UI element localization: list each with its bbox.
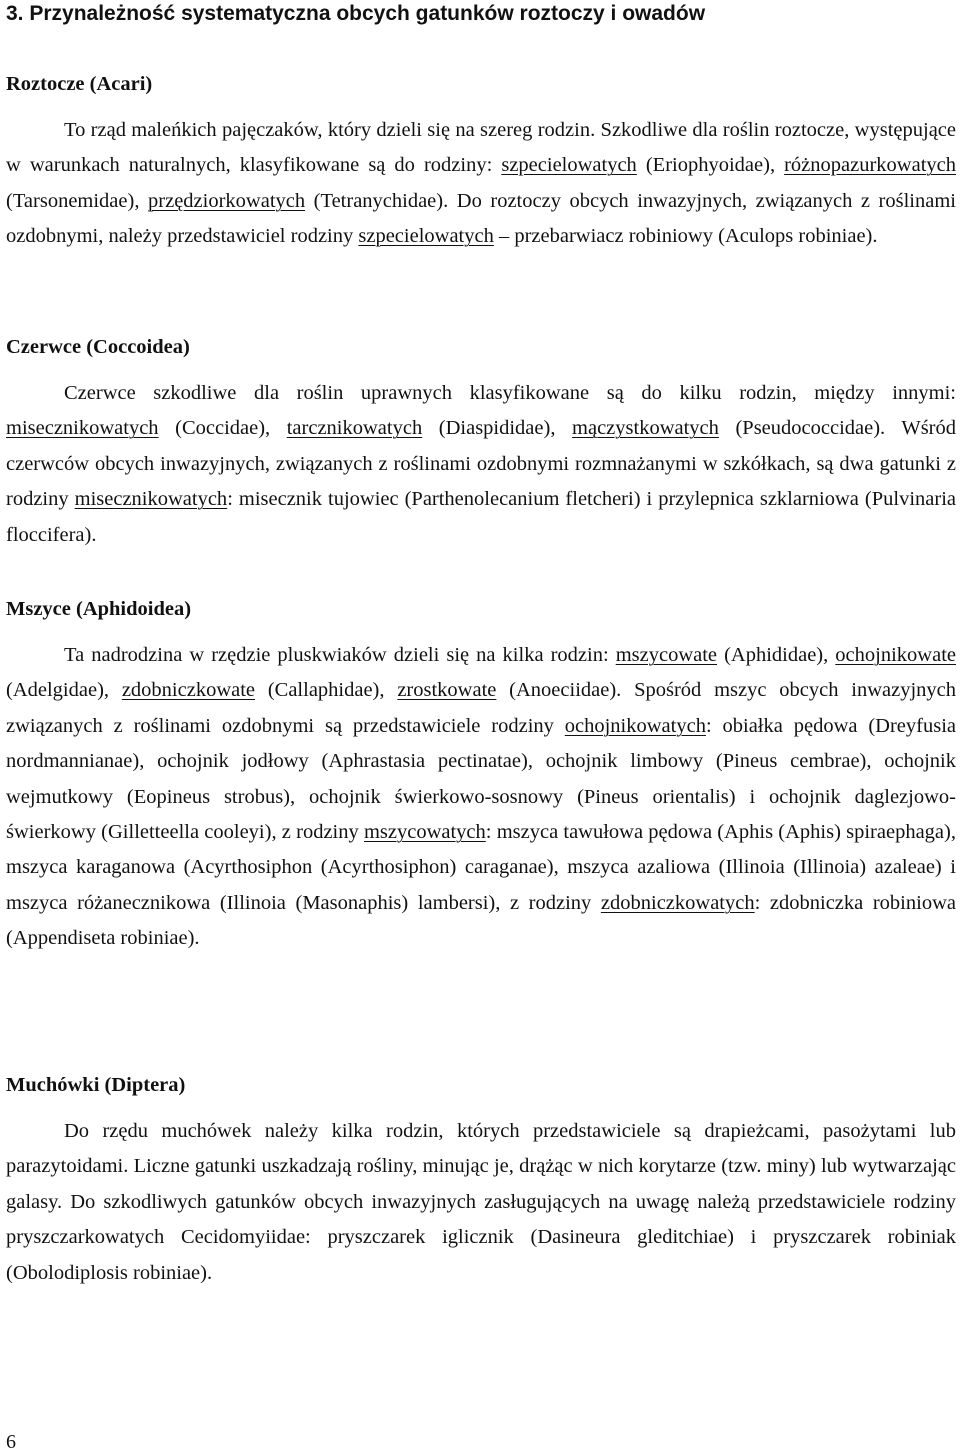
underlined-family-name: zrostkowate <box>397 679 497 702</box>
underlined-family-name: zdobniczkowatych <box>600 891 755 914</box>
paragraph-text: (Pseudococcidae). Wśród czerwców obcych inwazyjnych, związanych z roślinami ozdobnymi rozmnażanymi w szkółkach, są dwa gatunki z rodziny <box>6 417 957 511</box>
underlined-family-name: mączystkowatych <box>572 417 719 440</box>
paragraph-text: : obiałka pędowa (Dreyfusia nordmannianae), ochojnik jodłowy (Aphrastasia pectinatae), ochojnik limbowy (Pineus cembrae), ochojnik wejmutkowy (Eopineus strobus), ochojnik świerkowo-sosnowy (Pineus orientalis) i ochojnik daglezjowo-świerkowy (Gilletteella cooleyi), z rodziny <box>6 714 956 844</box>
paragraph-text: – przebarwiacz robiniowy (Aculops robiniae). <box>493 225 878 248</box>
underlined-family-name: misecznikowatych <box>6 417 159 440</box>
paragraph-text: (Anoeciidae). Spośród mszyc obcych inwazyjnych związanych z roślinami ozdobnymi są przedstawiciele rodziny <box>6 679 957 737</box>
paragraph-text: (Tarsonemidae), <box>6 189 149 212</box>
paragraph-text: : mszyca tawułowa pędowa (Aphis (Aphis) spiraephaga), mszyca karaganowa (Acyrthosiphon (Acyrthosiphon) caraganae), mszyca azaliowa (Illinoia (Illinoia) azaleae) i mszyca różanecznikowa (Illinoia (Masonaphis) lambersi), z rodziny <box>6 821 956 914</box>
underlined-family-name: ochojnikowate <box>835 644 956 666</box>
paragraph-text: Czerwce szkodliwe dla roślin uprawnych klasyfikowane są do kilku rodzin, między innymi: <box>64 382 956 404</box>
section-paragraph <box>6 1114 956 1291</box>
chapter-title: 3. Przynależność systematyczna obcych gatunków roztoczy i owadów <box>6 2 706 25</box>
paragraph-text: Do rzędu muchówek należy kilka rodzin, których przedstawiciele są drapieżcami, pasożytami lub parazytoidami. Liczne gatunki uszkadzają rośliny, minując je, drążąc w nich korytarze (tzw. miny) lub wytwarzając galasy. Do szkodliwych gatunków obcych inwazyjnych zasługujących na uwagę należą przedstawiciele rodziny pryszczarkowatych Cecidomyiidae: pryszczarek iglicznik (Dasineura gleditchiae) i pryszczarek robiniak (Obolodiplosis robiniae). <box>6 1120 956 1284</box>
section-heading: Muchówki (Diptera) <box>6 1074 186 1096</box>
section-heading: Roztocze (Acari) <box>6 73 153 95</box>
underlined-family-name: szpecielowatych <box>501 154 637 177</box>
section-paragraph <box>6 376 956 553</box>
section-coccoidea <box>6 333 956 553</box>
underlined-family-name: tarcznikowatych <box>286 417 423 440</box>
underlined-family-name: szpecielowatych <box>358 225 494 248</box>
paragraph-text: (Coccidae), <box>158 417 287 440</box>
paragraph-text: : zdobniczka robiniowa (Appendiseta robiniae). <box>6 891 956 950</box>
section-aphidoidea <box>6 595 956 957</box>
underlined-family-name: różnopazurkowatych <box>784 154 957 177</box>
paragraph-text: (Adelgidae), <box>6 679 122 702</box>
underlined-family-name: zdobniczkowate <box>121 679 256 702</box>
section-heading: Mszyce (Aphidoidea) <box>6 598 192 620</box>
paragraph-text: To rząd maleńkich pajęczaków, który dzieli się na szereg rodzin. Szkodliwe dla roślin roztocze, występujące w warunkach naturalnych, klasyfikowane są do rodziny: <box>6 119 956 177</box>
underlined-family-name: ochojnikowatych <box>564 714 706 737</box>
paragraph-text: : misecznik tujowiec (Parthenolecanium fletcheri) i przylepnica szklarniowa (Pulvinaria floccifera). <box>6 488 956 546</box>
paragraph-text: (Diaspididae), <box>422 417 573 440</box>
paragraph-text: (Eriophyoidae), <box>636 154 785 177</box>
paragraph-text: Ta nadrodzina w rzędzie pluskwiaków dzieli się na kilka rodzin: <box>64 644 616 666</box>
section-paragraph <box>6 113 956 255</box>
underlined-family-name: przędziorkowatych <box>148 189 306 212</box>
section-diptera <box>6 1071 956 1291</box>
section-acari <box>6 70 956 255</box>
paragraph-text: (Tetranychidae). Do roztoczy obcych inwazyjnych, związanych z roślinami ozdobnymi, należy przedstawiciel rodziny <box>6 189 956 248</box>
paragraph-text: (Callaphidae), <box>255 679 398 702</box>
page-number: 6 <box>6 1431 16 1453</box>
section-heading: Czerwce (Coccoidea) <box>6 336 190 358</box>
underlined-family-name: mszycowate <box>615 644 718 666</box>
underlined-family-name: mszycowatych <box>363 821 486 844</box>
underlined-family-name: misecznikowatych <box>74 488 228 511</box>
section-paragraph <box>6 638 956 957</box>
paragraph-text: (Aphididae), <box>717 644 836 666</box>
